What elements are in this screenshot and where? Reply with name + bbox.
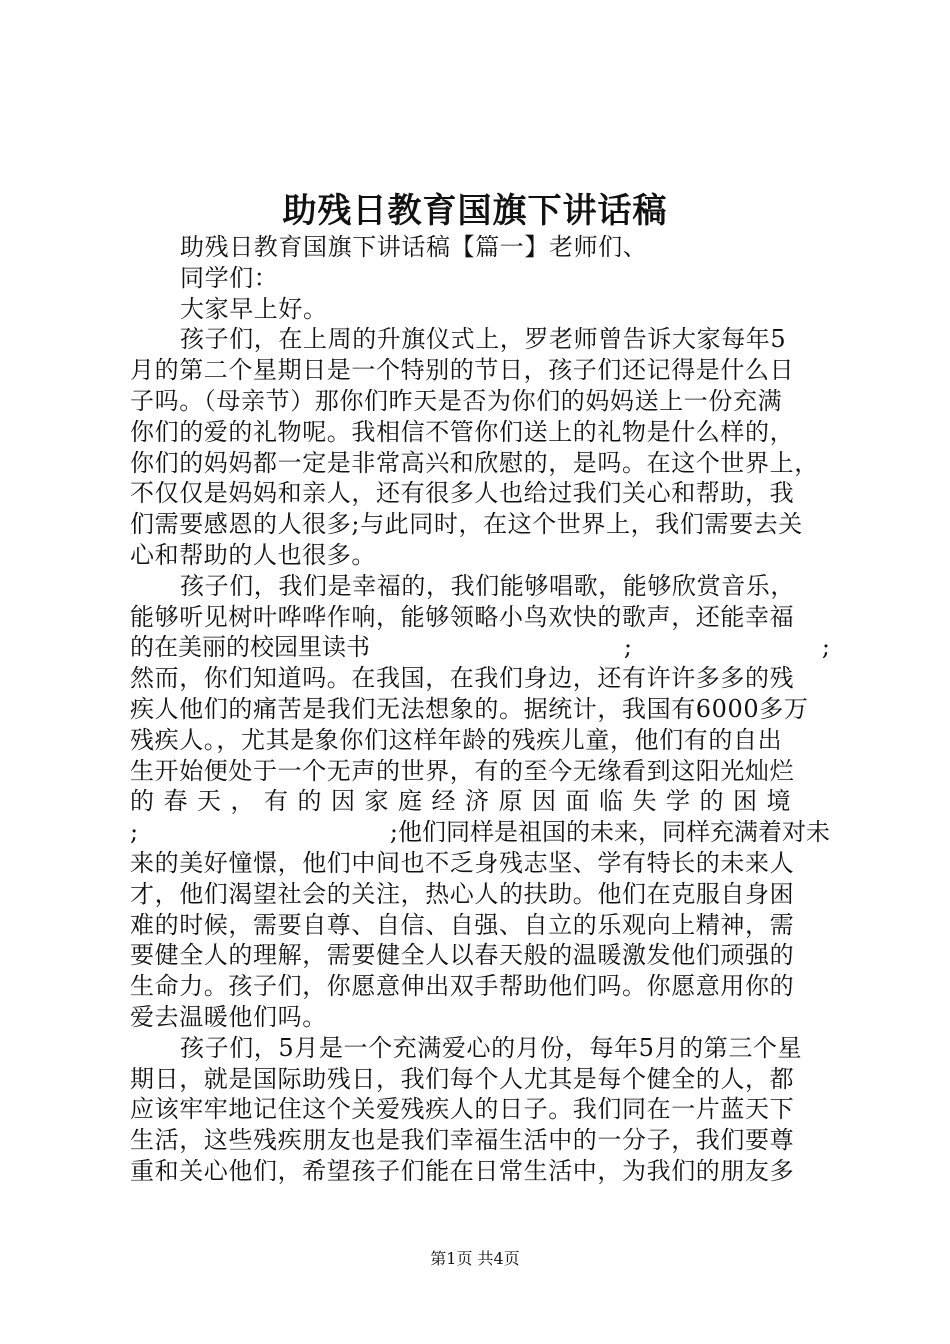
body-line-segment: ;他们同样是祖国的未来，同样充满着对未 bbox=[389, 818, 830, 847]
page-footer: 第1页 共4页 bbox=[430, 1249, 520, 1268]
body-line: 然而，你们知道吗。在我国，在我们身边，还有许许多多的残 bbox=[130, 664, 795, 693]
body-line: 同学们： bbox=[180, 263, 279, 292]
body-line: 月的第二个星期日是一个特别的节日，孩子们还记得是什么日 bbox=[130, 356, 795, 385]
body-line-segment: ; bbox=[623, 633, 632, 662]
body-line: 能够听见树叶哗哗作响，能够领略小鸟欢快的歌声，还能幸福 bbox=[130, 602, 795, 631]
body-line: 应该牢牢地记住这个关爱残疾人的日子。我们同在一片蓝天下 bbox=[130, 1095, 795, 1124]
body-line: 生开始便处于一个无声的世界，有的至今无缘看到这阳光灿烂 bbox=[130, 756, 795, 785]
body-line: 们需要感恩的人很多;与此同时，在这个世界上，我们需要去关 bbox=[130, 510, 803, 539]
body-line: 助残日教育国旗下讲话稿【篇一】老师们、 bbox=[180, 233, 648, 261]
body-line: 重和关心他们，希望孩子们能在日常生活中，为我们的朋友多 bbox=[130, 1156, 795, 1185]
body-line: 期日，就是国际助残日，我们每个人尤其是每个健全的人，都 bbox=[130, 1064, 795, 1093]
body-line: 心和帮助的人也很多。 bbox=[130, 540, 376, 569]
body-line: 子吗。（母亲节）那你们昨天是否为你们的妈妈送上一份充满 bbox=[130, 386, 783, 415]
body-line: 你们的爱的礼物呢。我相信不管你们送上的礼物是什么样的， bbox=[130, 417, 795, 446]
body-line: 大家早上好。 bbox=[180, 294, 328, 323]
body-line-segment: ; bbox=[821, 633, 830, 662]
body-line: 孩子们，在上周的升旗仪式上，罗老师曾告诉大家每年5 bbox=[180, 325, 787, 354]
body-line-spaced bbox=[130, 817, 830, 848]
body-line: 爱去温暖他们吗。 bbox=[130, 1002, 327, 1031]
body-line: 来的美好憧憬，他们中间也不乏身残志坚、学有特长的未来人 bbox=[130, 848, 795, 877]
body-line: 孩子们，我们是幸福的，我们能够唱歌，能够欣赏音乐， bbox=[180, 571, 795, 600]
document-title: 助残日教育国旗下讲话稿 bbox=[282, 191, 668, 231]
body-line: 残疾人。，尤其是象你们这样年龄的残疾儿童，他们有的自出 bbox=[130, 725, 783, 754]
body-line: 不仅仅是妈妈和亲人，还有很多人也给过我们关心和帮助，我 bbox=[130, 479, 795, 508]
body-line-segment: ; bbox=[130, 818, 139, 847]
body-line: 的春天，有的因家庭经济原因面临失学的困境 bbox=[130, 787, 800, 816]
body-line: 疾人他们的痛苦是我们无法想象的。据统计，我国有6000多万 bbox=[130, 694, 809, 723]
body-line: 孩子们，5月是一个充满爱心的月份，每年5月的第三个星 bbox=[180, 1033, 803, 1062]
body-line: 要健全人的理解，需要健全人以春天般的温暖激发他们顽强的 bbox=[130, 941, 795, 970]
body-line: 生命力。孩子们，你愿意伸出双手帮助他们吗。你愿意用你的 bbox=[130, 972, 795, 1001]
body-line-segment: 的在美丽的校园里读书 bbox=[130, 633, 370, 662]
body-line: 才，他们渴望社会的关注，热心人的扶助。他们在克服自身困 bbox=[130, 879, 795, 908]
document-body bbox=[130, 232, 830, 1187]
body-line: 你们的妈妈都一定是非常高兴和欣慰的，是吗。在这个世界上， bbox=[130, 448, 819, 477]
body-line: 难的时候，需要自尊、自信、自强、自立的乐观向上精神，需 bbox=[130, 910, 795, 939]
body-line: 生活，这些残疾朋友也是我们幸福生活中的一分子，我们要尊 bbox=[130, 1126, 795, 1155]
body-line-spaced bbox=[130, 632, 830, 663]
